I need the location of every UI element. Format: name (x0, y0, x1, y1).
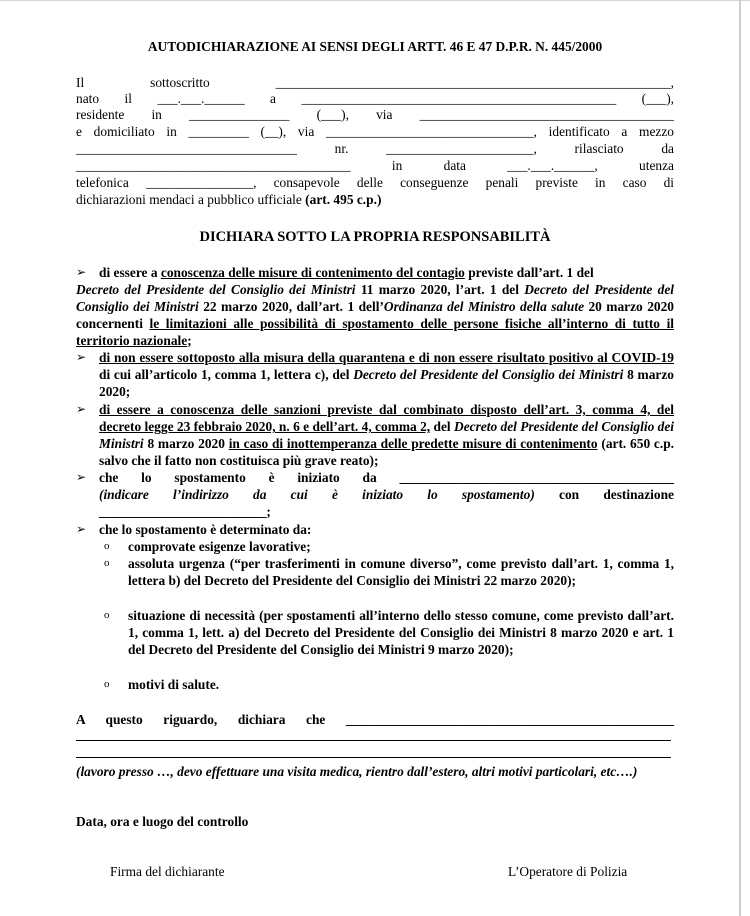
declaration-heading: DICHIARA SOTTO LA PROPRIA RESPONSABILITÀ (199, 229, 551, 245)
declaration-item-4: che lo spostamento è iniziato da _________________________________________ (99, 470, 674, 485)
declaration-item-2 (99, 349, 674, 400)
blank-line (76, 757, 671, 758)
item-2-text: 8 marzo 2020; (99, 367, 674, 399)
reason-urgency: assoluta urgenza (“per trasferimenti in comune diverso”, come previsto dall’art. 1, comma 1, lettera b) del Decreto del Presidente del Consiglio dei Ministri 22 marzo 2020); (128, 556, 674, 588)
intro-line-8-text: dichiarazioni mendaci a pubblico ufficiale (76, 192, 306, 207)
intro-line-7: telefonica ________________, consapevole delle conseguenze penali previste in caso di (76, 175, 674, 190)
intro-line-5: _________________________________ nr. ______________________, rilasciato da (76, 141, 674, 156)
declaration-item-3 (99, 401, 674, 469)
declaration-item-1 (99, 264, 674, 281)
item-2-underlined: di non essere sottoposto alla misura della quarantena e di non essere risultato positivo al COVID-19 (99, 350, 674, 365)
intro-line-2: nato il ___.___.______ a _______________________________________________ (___), (76, 91, 674, 106)
item-3-text: del (430, 419, 455, 434)
document-title: AUTODICHIARAZIONE AI SENSI DEGLI ARTT. 46 E 47 D.P.R. N. 445/2000 (147, 39, 603, 54)
declaration-statement: A questo riguardo, dichiara che _________________________________________________ (76, 712, 674, 727)
date-place-label: Data, ora e luogo del controllo (76, 814, 249, 829)
intro-line-4: e domiciliato in _________ (__), via _______________________________, identificato a mezzo (76, 124, 674, 139)
blank-line (76, 740, 671, 741)
item-1-italic: Ordinanza del Ministro della salute (383, 299, 585, 314)
reason-health: motivi di salute. (128, 677, 220, 692)
item-1-text: 20 marzo 2020 concernenti (76, 299, 674, 331)
page-top-border (0, 0, 750, 1)
declarant-signature-label: Firma del dichiarante (110, 864, 225, 879)
item-1-text: di essere a (99, 265, 161, 280)
circle-bullet-icon: o (104, 540, 110, 552)
item-1-text: 22 marzo 2020, dall’art. 1 dell’ (198, 299, 384, 314)
declaration-item-4-cont (99, 486, 674, 503)
arrow-bullet-icon: ➢ (76, 522, 87, 536)
declaration-item-4-destination: _________________________; (99, 504, 271, 519)
item-3-text: 8 marzo 2020 (143, 436, 229, 451)
declaration-item-5: che lo spostamento è determinato da: (99, 522, 312, 537)
reason-necessity: situazione di necessità (per spostamenti all’interno dello stesso comune, come previsto dall’art. 1, comma 1, lett. a) del Decreto del Presidente del Consiglio dei Ministri 8 marzo 2020 e art. 1 del Decreto del Presidente del Consiglio dei Ministri 9 marzo 2020); (128, 608, 674, 657)
item-2-italic: Decreto del Presidente del Consiglio dei Ministri (353, 367, 624, 382)
item-4-text: con destinazione (534, 487, 674, 502)
item-3-italic: Decreto del Presidente del Consiglio dei Ministri (99, 419, 675, 451)
item-3-underlined: in caso di inottemperanza delle predette misure di contenimento (228, 436, 598, 451)
arrow-bullet-icon: ➢ (76, 402, 87, 416)
declaration-item-1-cont (76, 281, 674, 349)
item-1-italic: Decreto del Presidente del Consiglio dei Ministri (76, 282, 675, 314)
item-1-underlined: conoscenza delle misure di contenimento del contagio (160, 265, 465, 280)
police-officer-signature-label: L’Operatore di Polizia (508, 864, 628, 879)
item-1-text: 11 marzo 2020, l’art. 1 del (355, 282, 525, 297)
item-1-text: ; (187, 333, 192, 348)
arrow-bullet-icon: ➢ (76, 350, 87, 364)
item-3-text: (art. 650 c.p. salvo che il fatto non costituisca più grave reato); (99, 436, 674, 468)
item-1-underlined: le limitazioni alle possibilità di spostamento delle persone fisiche all’interno di tutto il territorio nazionale (76, 316, 675, 348)
art-495-reference: (art. 495 c.p.) (305, 192, 382, 207)
intro-line-8 (76, 191, 674, 208)
intro-line-6: _________________________________________ in data ___.___.______, utenza (76, 158, 674, 173)
circle-bullet-icon: o (104, 678, 110, 690)
item-3-underlined: di essere a conoscenza delle sanzioni previste dal combinato disposto dell’art. 3, comma 4, del decreto legge 23 febbraio 2020, n. 6 e dell’art. 4, comma 2, (99, 402, 674, 434)
item-2-text: di cui all’articolo 1, comma 1, lettera c), del (99, 367, 354, 382)
intro-line-1: Il sottoscritto ___________________________________________________________, (76, 75, 674, 90)
arrow-bullet-icon: ➢ (76, 470, 87, 484)
arrow-bullet-icon: ➢ (76, 265, 87, 279)
item-4-italic: (indicare l’indirizzo da cui è iniziato lo spostamento) (99, 487, 535, 502)
examples-note: (lavoro presso …, devo effettuare una visita medica, rientro dall’estero, altri motivi particolari, etc….) (76, 764, 638, 779)
item-1-italic: Decreto del Presidente del Consiglio dei Ministri (76, 282, 356, 297)
item-1-text: previste dall’art. 1 del (464, 265, 594, 280)
reason-work: comprovate esigenze lavorative; (128, 539, 311, 554)
page-right-border (739, 0, 741, 916)
intro-line-3: residente in _______________ (___), via ______________________________________ (76, 107, 674, 122)
circle-bullet-icon: o (104, 557, 110, 569)
circle-bullet-icon: o (104, 609, 110, 621)
